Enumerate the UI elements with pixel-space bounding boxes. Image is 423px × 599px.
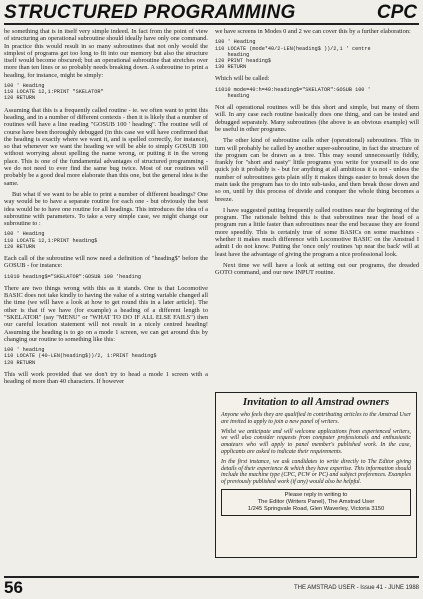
body-paragraph: Which will be called: <box>215 75 270 83</box>
invitation-paragraph: Whilst we anticipate and will welcome applications from experienced writers, we will also consider requests from computer professionals and enthusiastic amateurs who will apply to panel member's published work. In the case, applicants are asked to indicate their requirements. <box>221 428 411 455</box>
article-column-left <box>4 28 208 568</box>
code-listing: 11010 mode=40:h=40:heading$="SKELATOR":GOSUB 100 ' heading <box>215 86 371 99</box>
invitation-title: Invitation to all Amstrad owners <box>242 396 390 408</box>
body-paragraph: I have suggested putting frequently called routines near the beginning of the program. The rationale behind this is that subroutines near the head of a program run a little faster than subroutines near the end because they are found more speedily. This is certainly true of some BASICs on some machines - whether it makes much difference with Locomotive BASIC on the Amstrad I admit I do not know. Putting the 'once only' routines 'up near the back' will at least have the advantage of giving the program a nice professional look. <box>215 206 419 258</box>
code-listing: 100 ' heading 110 LOCATE (40-LEN(heading$))/2, 1:PRINT heading$ 120 RETURN <box>4 347 157 366</box>
body-paragraph: But what if we want to be able to print a number of different headings? One way would be to have a separate routine for each one - but obviously the best idea would be to have one routine for all headings. This introduces the idea of a subroutine with parameters. To take a very simple case, we might change our subroutine to : <box>4 190 208 228</box>
body-paragraph: Assuming that this is a frequently called routine - ie. we often want to print this heading, and in a number of different contexts - then it is likely that a number of routines will have a line reading "GOSUB 100 ' heading". The routine will of course have been thoroughly debugged (in this case we will have confirmed that the heading is exactly where we want it, and is spelled correctly, for instance), so that whenever we want the heading we will be able to simply GOSUB 100 without worrying about spelling the name wrong, or putting it in the wrong place. This is one of the fundamental advantages of structured programming - we do not need to ever find the same bug twice. Most of our routines will probably be a good deal more elaborate than this one, but the general idea is the same. <box>4 106 208 187</box>
header-rule <box>4 23 419 25</box>
invitation-box <box>215 392 417 558</box>
body-paragraph: Next time we will have a look at setting out our programs, the dreaded GOTO command, and our new INPUT routine. <box>215 261 419 277</box>
address-line: Please reply in writing to <box>284 491 348 498</box>
body-paragraph: This will work provided that we don't try to head a mode 1 screen with a heading of more than 40 characters. If however <box>4 370 208 386</box>
code-listing: 100 ' Heading 110 LOCATE (mode*40/2-LEN(heading$ ))/2,1 ' centre heading 120 PRINT heading$ 130 RETURN <box>215 39 371 71</box>
publication-line: THE AMSTRAD USER - Issue 41 - JUNE 1988 <box>293 585 419 591</box>
address-line: The Editor (Writers Panel), The Amstrad User <box>257 498 375 505</box>
section-tag: CPC <box>376 2 417 23</box>
footer-rule <box>4 576 419 578</box>
section-title: STRUCTURED PROGRAMMING <box>4 2 296 23</box>
body-paragraph: we have screens in Modes 0 and 2 we can cover this by a further elaboration: <box>215 28 411 35</box>
page-number: 56 <box>4 578 23 597</box>
body-paragraph: be something that is in itself very simple indeed. In fact from the point of view of structuring an operational subroutine should ideally have only one command. In practice this would result in so many subroutines that not only would the simplest of programs get too long to fit into our memory but also the structure itself would become obscured; but an operational subroutine that stretches over more than ten lines or so probably needs breaking down. A subroutine to print a heading, for instance, might be simply: <box>4 28 208 79</box>
article-column-right <box>215 28 419 390</box>
code-listing: 100 ' Heading 110 LOCATE 12,1:PRINT heading$ 120 RETURN <box>4 231 98 250</box>
code-listing: 11010 heading$="SKELATOR":GOSUB 100 'heading <box>4 273 141 280</box>
body-paragraph: The other kind of subroutine calls other (operational) subroutines. This in turn will probably be called by another super-subroutine, in fact the structure of the program can be drawn as a tree. This may sound unnecessarily fiddly, frankly for "short and nasty" little programs you write for yourself to do one quick job it probably is - but for anything at all ambitious it is not - unless the number of subroutines gets plain silly it makes things easier to break down the main task the program has to do into sub-tasks, and then break those down and so on, until by this process of divide and conquer the whole thing becomes a breeze. <box>215 137 419 203</box>
invitation-paragraph: Anyone who feels they are qualified in contributing articles to the Amstrad User are invited to apply to join a new panel of writers. <box>221 412 411 425</box>
invitation-paragraph: In the first instance, we ask candidates to write directly to The Editor giving details of their experience & which they have expertise. This information should include the machine type (CPC, PCW or PC) and subject preferences. Examples of previously published work (if any) would also be helpful. <box>221 458 411 486</box>
body-paragraph: There are two things wrong with this as it stands. One is that Locomotive BASIC does not take kindly to having the value of a string variable changed all the time (we will have a look at how to get round this in a later article). The other is that if we have (for example) a heading of a different length to "SKELATOR" (say "MENU" or "WHAT TO DO IF ALL ELSE FAILS") then our careful location statement will not result in a nicely centred heading! Assuming the heading is to go on a mode 1 screen, we can get around this by changing our routine to something like this: <box>4 284 208 343</box>
body-paragraph: Each call of the subroutine will now need a definition of "heading$" before the GOSUB - for instance: <box>4 255 208 270</box>
reply-address-box <box>221 489 411 516</box>
body-paragraph: Not all operational routines will be this short and simple, but many of them will. In any case each routine basically does one thing, and can be tested and debugged separately. Many subroutines (the above is an obvious example) will be useful in other programs. <box>215 104 419 133</box>
code-listing: 100 ' Heading 110 LOCATE 12,1:PRINT "SKELATOR" 120 RETURN <box>4 83 104 102</box>
address-line: 1/245 Springvale Road, Glen Waverley, Victoria 3150 <box>247 505 385 512</box>
